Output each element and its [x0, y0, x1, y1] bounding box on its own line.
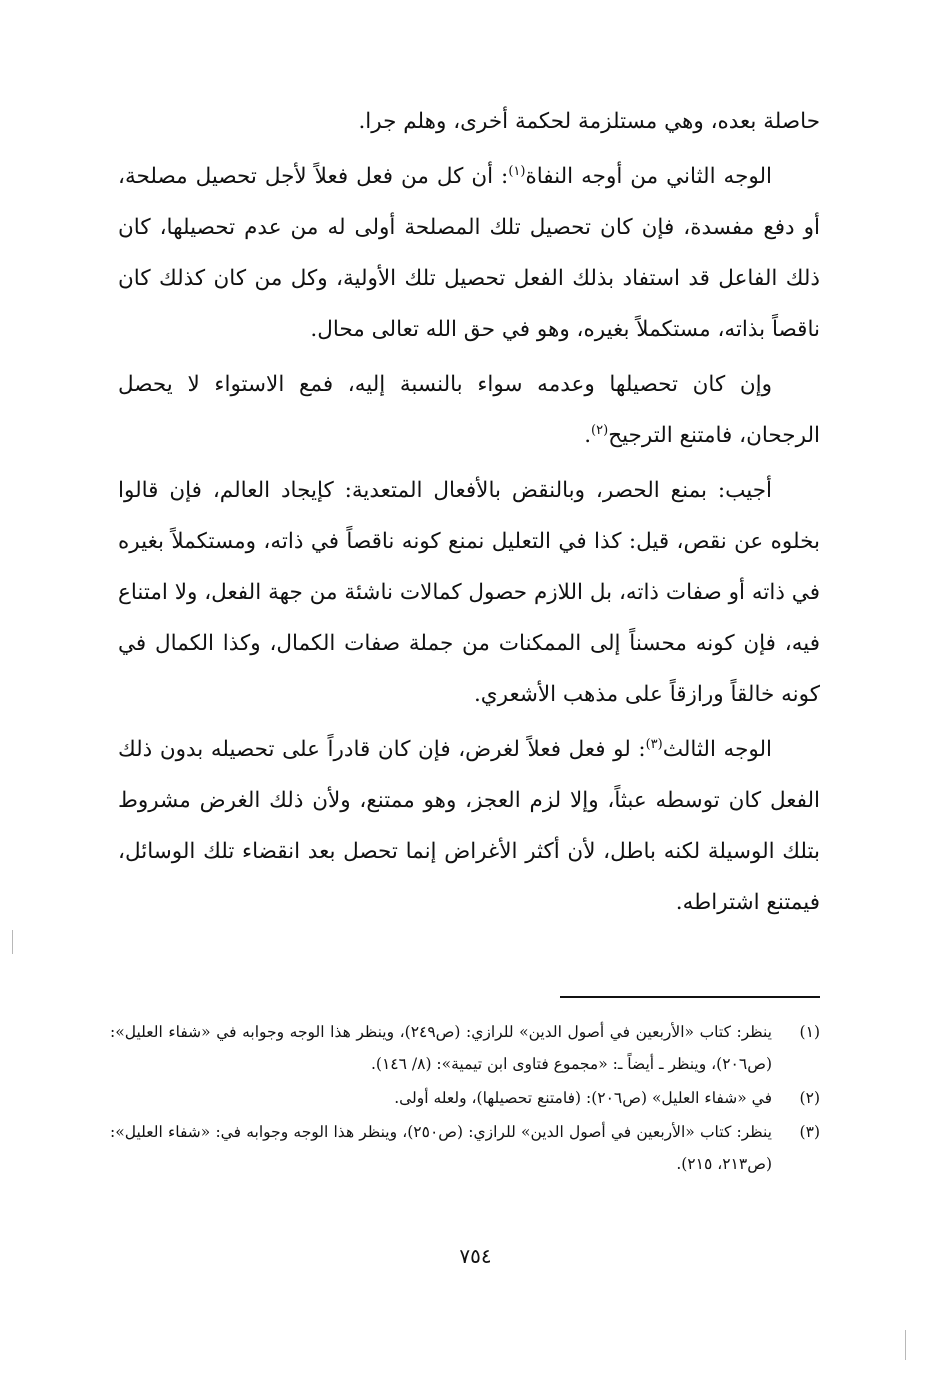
footnotes [110, 1016, 820, 1182]
paragraph-4: أجيب: بمنع الحصر، وبالنقض بالأفعال المتعدية: كإيجاد العالم، فإن قالوا بخلوه عن نقص، قيل: كذا في التعليل نمنع كونه ناقصاً في ذاته، ومستكملاً بغيره في ذاته أو صفات ذاته، بل اللازم حصول كمالات ناشئة من جهة الفعل، ولا امتناع فيه، فإن كونه محسناً إلى الممكنات من جملة صفات الكمال، وكذا الكمال في كونه خالقاً ورازقاً على مذهب الأشعري. [118, 478, 820, 707]
footnote-ref-1[interactable]: (١) [508, 163, 526, 179]
paragraph-1: حاصلة بعده، وهي مستلزمة لحكمة أخرى، وهلم جرا. [358, 109, 820, 134]
footnote-ref-3[interactable]: (٣) [645, 736, 663, 752]
scan-artifact [12, 930, 13, 954]
footnote-1 [110, 1016, 820, 1080]
paragraph-2-start: الوجه الثاني من أوجه النفاة [525, 164, 773, 189]
paragraph-3 [118, 359, 820, 461]
footnote-3 [110, 1116, 820, 1180]
paragraph-2 [118, 151, 820, 355]
scan-artifact [905, 1330, 906, 1360]
main-text [118, 96, 820, 932]
page-number: ٧٥٤ [459, 1244, 492, 1268]
footnote-text: في «شفاء العليل» (ص٢٠٦): (فامتنع تحصيلها)، ولعله أولى. [394, 1089, 772, 1107]
paragraph-5-start: الوجه الثالث [662, 737, 772, 762]
footnote-text: ينظر: كتاب «الأربعين في أصول الدين» للرازي: (ص٢٤٩)، وينظر هذا الوجه وجوابه في «شفاء العليل»: (ص٢٠٦)، وينظر ـ أيضاً ـ: «مجموع فتاوى ابن تيمية»: (٨/ ١٤٦). [110, 1023, 772, 1073]
footnote-number: (٣) [799, 1123, 820, 1141]
footnote-number: (٢) [799, 1089, 820, 1107]
footnote-ref-2[interactable]: (٢) [591, 422, 609, 438]
footnote-divider [560, 996, 820, 998]
footnote-text: ينظر: كتاب «الأربعين في أصول الدين» للرازي: (ص٢٥٠)، وينظر هذا الوجه وجوابه في: «شفاء العليل»: (ص٢١٣، ٢١٥). [110, 1123, 772, 1173]
paragraph-3-end: . [584, 423, 592, 448]
paragraph-5-rest: : لو فعل فعلاً لغرض، فإن كان قادراً على تحصيله بدون ذلك الفعل كان توسطه عبثاً، وإلا لزم العجز، وهو ممتنع، ولأن ذلك الغرض مشروط بتلك الوسيلة لكنه باطل، لأن أكثر الأغراض إنما تحصل بعد انقضاء تلك الوسائل، فيمتنع اشتراطه. [118, 737, 820, 915]
paragraph-2-rest: : أن كل من فعل فعلاً لأجل تحصيل مصلحة، أو دفع مفسدة، فإن كان تحصيل تلك المصلحة أولى له من عدم تحصيلها، كان ذلك الفاعل قد استفاد بذلك الفعل تحصيل تلك الأولية، وكل من كان كذلك كان ناقصاً بذاته، مستكملاً بغيره، وهو في حق الله تعالى محال. [118, 164, 820, 342]
paragraph-3-start: وإن كان تحصيلها وعدمه سواء بالنسبة إليه، فمع الاستواء لا يحصل الرجحان، فامتنع الترجيح [118, 372, 820, 448]
paragraph-5 [118, 724, 820, 928]
footnote-number: (١) [799, 1023, 820, 1041]
footnote-2 [110, 1082, 820, 1114]
